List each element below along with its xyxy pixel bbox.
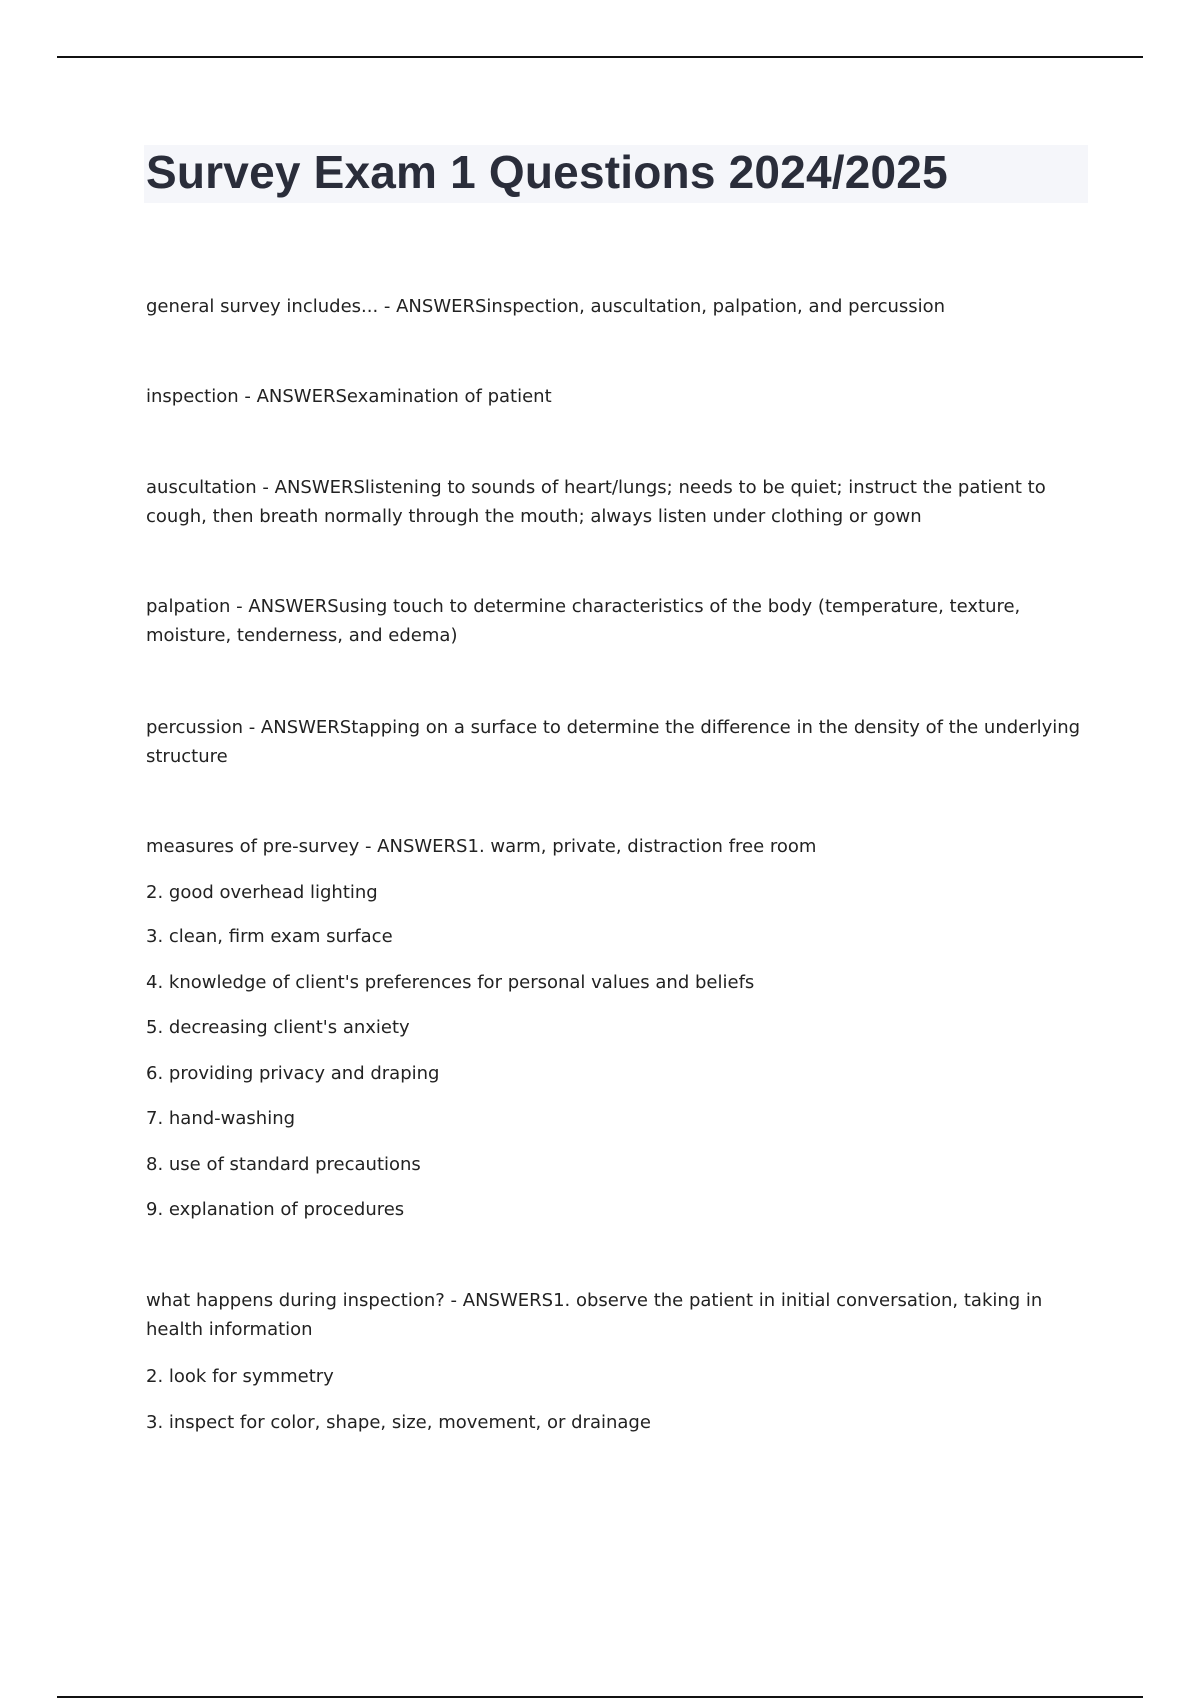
qa-inspection: inspection - ANSWERSexamination of patient <box>146 386 552 407</box>
list-item: 2. look for symmetry <box>146 1366 334 1387</box>
footer-rule <box>57 1696 1143 1698</box>
list-item: 2. good overhead lighting <box>146 882 378 903</box>
list-item: 3. clean, firm exam surface <box>146 926 393 947</box>
qa-measures-pre-survey: measures of pre-survey - ANSWERS1. warm, private, distraction free room <box>146 836 817 857</box>
qa-auscultation: auscultation - ANSWERSlistening to sounds of heart/lungs; needs to be quiet; instruct the patient to cough, then breath normally through the mouth; always listen under clothing or gown <box>146 477 1046 527</box>
qa-palpation: palpation - ANSWERSusing touch to determine characteristics of the body (temperature, texture, moisture, tenderness, and edema) <box>146 596 1021 646</box>
qa-percussion: percussion - ANSWERStapping on a surface to determine the difference in the density of the underlying structure <box>146 717 1081 767</box>
list-item: 7. hand-washing <box>146 1108 296 1129</box>
list-item: 4. knowledge of client's preferences for personal values and beliefs <box>146 972 755 993</box>
list-item: 8. use of standard precautions <box>146 1154 421 1175</box>
list-item: 9. explanation of procedures <box>146 1199 405 1220</box>
list-item: 6. providing privacy and draping <box>146 1063 440 1084</box>
qa-inspection-process: what happens during inspection? - ANSWERS1. observe the patient in initial conversation, taking in health information <box>146 1290 1043 1340</box>
list-item: 3. inspect for color, shape, size, movement, or drainage <box>146 1412 651 1433</box>
list-item: 5. decreasing client's anxiety <box>146 1017 410 1038</box>
header-rule <box>57 56 1143 58</box>
page-title: Survey Exam 1 Questions 2024/2025 <box>146 146 948 198</box>
qa-general-survey: general survey includes... - ANSWERSinspection, auscultation, palpation, and percussion <box>146 296 946 317</box>
